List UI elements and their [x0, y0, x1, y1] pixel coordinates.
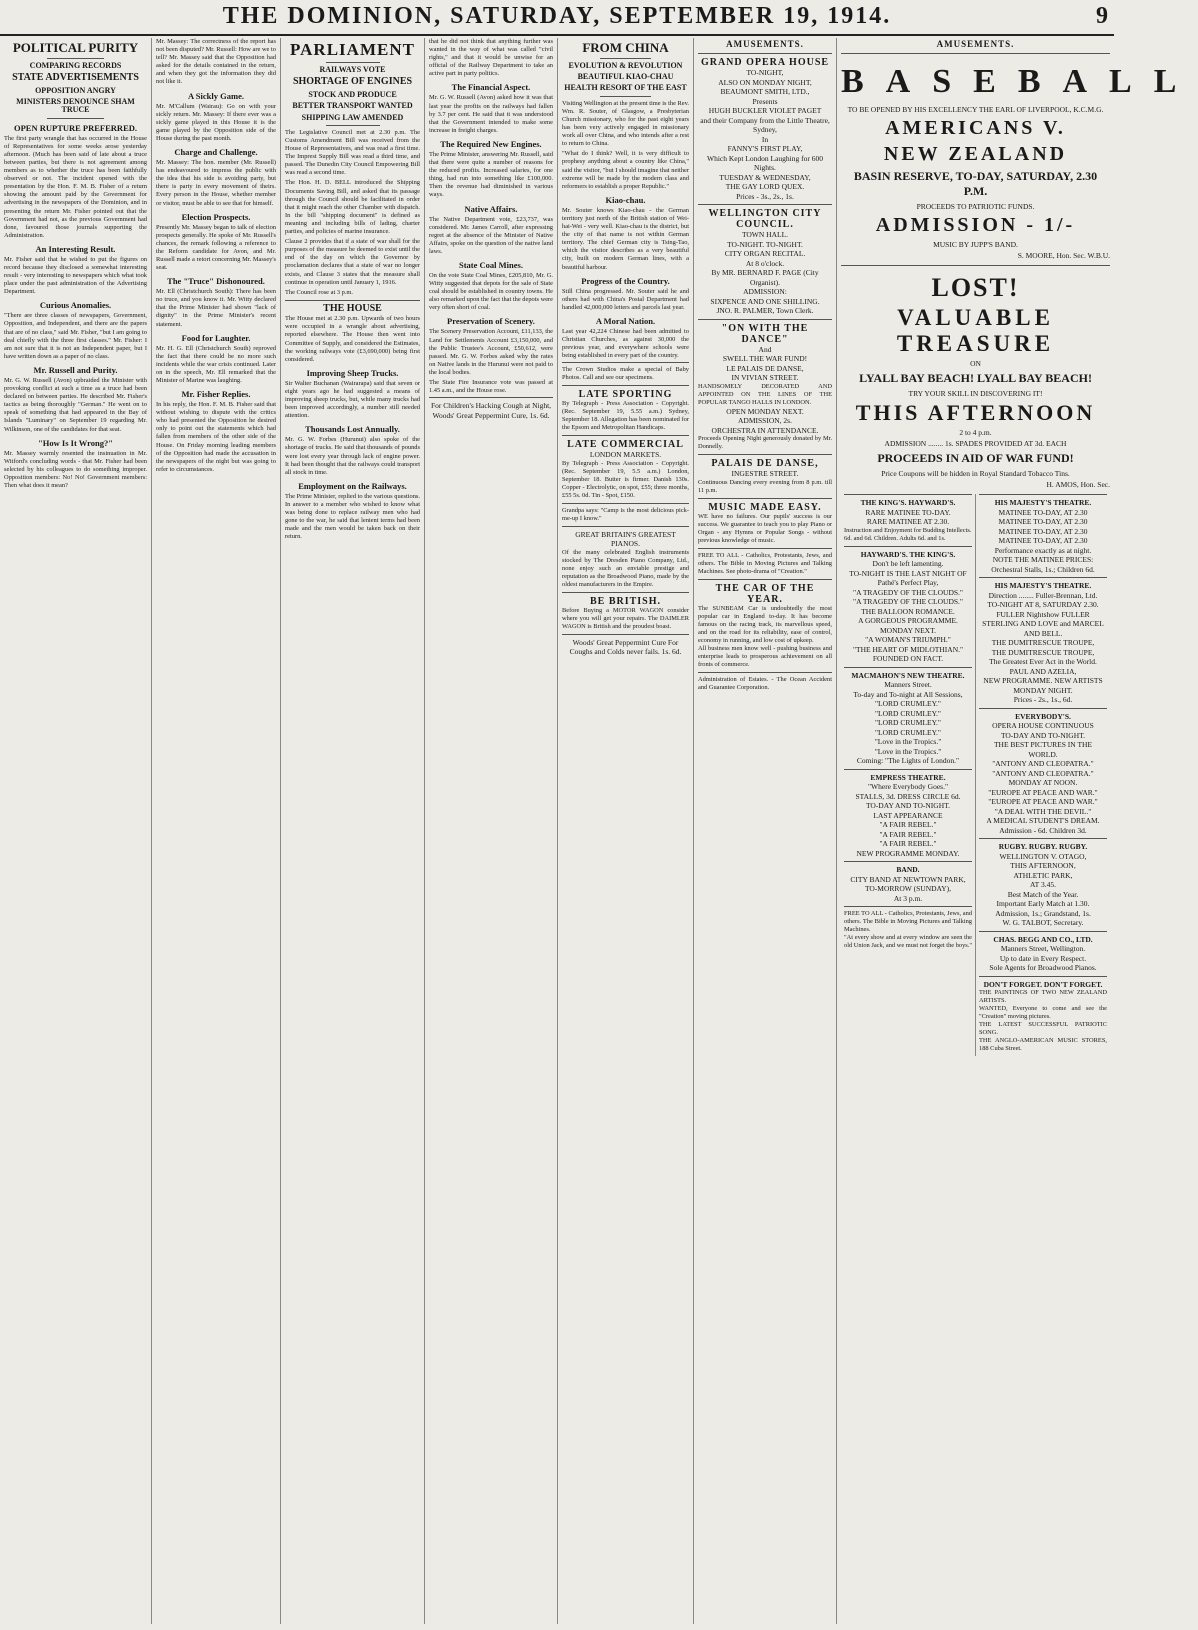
- column-from-china: [558, 38, 694, 1624]
- news-brief: By Telegraph - Press Association - Copyright. (Rec. September 19, 5.55 a.m.) Sydney, September 18. Allegation has been nominated for the Epsom and Metropolitan Handicaps.: [562, 400, 689, 432]
- ad-line: ATHLETIC PARK,: [1013, 870, 1073, 880]
- ad-line: MATINEE TO-DAY, AT 2.30: [998, 526, 1088, 536]
- ad-line: Orchestral Stalls, 1s.; Children 6d.: [991, 564, 1095, 574]
- ad-line: FOUNDED ON FACT.: [872, 654, 944, 663]
- ad-text: WANTED, Everyone to come and see the "Creation" moving pictures.: [979, 1005, 1107, 1020]
- ad-line: THE DUMITRESCUE TROUPE,: [991, 638, 1095, 647]
- ad-line: "Where Everybody Goes.": [867, 782, 949, 791]
- ad-title: THE CAR OF THE YEAR.: [715, 582, 815, 605]
- page-number: 9: [1096, 3, 1108, 29]
- ad-line: At 3 p.m.: [893, 893, 923, 903]
- ad-haywards: [844, 546, 972, 667]
- ad-line: "THE HEART OF MIDLOTHIAN.": [852, 644, 964, 654]
- ad-line: "A FAIR REBEL.": [879, 829, 937, 839]
- article-paragraph: The first party wrangle that has occurred in the House of Representatives for some weeks arose yesterday afternoon. (Much has been said of late about a truce between parties, but there is not agreement among members as to whether the truce has been faithfully observed or not. The incident opened with the presentation by the Hon. F. M. B. Fisher of a return showing the amount paid by the Government for advertising in the newspapers of the Dominion, and in presenting the return Mr. Fisher pointed out that the Government had not, as the previous Government had done, favoured those journals supporting the Administration.: [4, 134, 147, 239]
- ad-line: HUGH BUCKLER VIOLET PAGET: [708, 106, 822, 115]
- ad-title: BE BRITISH.: [589, 595, 662, 607]
- ad-empress: [844, 769, 972, 862]
- advertisement: [429, 397, 553, 423]
- ad-title: CHAS. BEGG AND CO., LTD.: [993, 934, 1093, 944]
- ad-line: PROCEEDS IN AID OF WAR FUND!: [877, 451, 1074, 465]
- ad-text: Woods' Great Peppermint Cure For Coughs and Colds never fails. 1s. 6d.: [569, 637, 682, 657]
- article-paragraph: Mr. Massey: The hon. member (Mr. Russell) has endeavoured to impress the public with the idea that his side is avoiding party, but there is party in every movement of theirs. Every person in the House, whether member or visitor, must be able to see that for himself.: [156, 159, 276, 207]
- ad-line: TOWN HALL.: [741, 230, 789, 239]
- ad-line: "EUROPE AT PEACE AND WAR.": [988, 787, 1098, 797]
- ad-text: FREE TO ALL - Catholics, Protestants, Jews, and others. The Bible in Moving Pictures and Talking Machines. See photo-drama of "Creation.": [698, 551, 832, 575]
- ad-line: MATINEE TO-DAY, AT 2.30: [998, 507, 1088, 517]
- ad-line: "ANTONY AND CLEOPATRA.": [992, 768, 1094, 778]
- late-sporting: [562, 385, 689, 435]
- ad-title: MACMAHON'S NEW THEATRE.: [851, 670, 965, 680]
- ad-text: Administration of Estates. - The Ocean Accident and Guarantee Corporation.: [698, 675, 832, 691]
- ad-line: ORCHESTRA IN ATTENDANCE.: [711, 425, 819, 435]
- ad-line: Manners Street, Wellington.: [1000, 944, 1086, 953]
- ad-line: "LORD CRUMLEY.": [875, 699, 941, 708]
- ad-line: "Love in the Tropics.": [874, 746, 942, 756]
- ad-line: IN VIVIAN STREET.: [731, 373, 799, 382]
- ad-line: Don't be left lamenting.: [872, 559, 944, 568]
- article-paragraph: Still China progressed. Mr. Souter said he and others had with China's Postal Department had handled 42,000,000 letters and parcels last year.: [562, 287, 689, 311]
- divider: [47, 118, 104, 119]
- ad-line: Up to date in Every Respect.: [999, 953, 1087, 963]
- ad-his-majestys-nightshow: [979, 577, 1107, 708]
- ad-line: A MEDICAL STUDENT'S DREAM.: [986, 816, 1100, 825]
- ad-text: Grandpa says: "Camp is the most delicious pick-me-up I know.": [562, 506, 689, 522]
- ad-title: RUGBY. RUGBY. RUGBY.: [998, 842, 1088, 851]
- subheading: An Interesting Result.: [35, 243, 116, 254]
- ad-line: "LORD CRUMLEY.": [875, 718, 941, 727]
- subheading: Thousands Lost Annually.: [305, 424, 400, 435]
- section-heading: LATE SPORTING: [578, 389, 673, 401]
- article-paragraph: The Scenery Preservation Account, £11,133, the Land for Settlements Account £3,150,000, and the Public Trustee's Account, £50,612, were passed. Mr. G. W. Forbes asked why the rates on Native lands in the Hurunui were not paid to the local bodies.: [429, 328, 553, 376]
- ad-line: NEW PROGRAMME. NEW ARTISTS: [983, 676, 1103, 685]
- advertisement: [562, 503, 689, 526]
- ad-line: A GORGEOUS PROGRAMME.: [858, 616, 958, 625]
- ad-line: 6d. and 6d. Children. Adults 6d. and 1s.: [844, 534, 946, 542]
- subheading: Curious Anomalies.: [39, 300, 112, 311]
- ad-title: PALAIS DE DANSE,: [711, 458, 819, 469]
- ad-line: STALLS, 3d. DRESS CIRCLE 6d.: [855, 791, 961, 801]
- ad-line: JNO. R. PALMER, Town Clerk.: [716, 306, 814, 315]
- ad-line: ON: [970, 359, 981, 368]
- ad-line: Pathé's Perfect Play,: [877, 578, 939, 587]
- ad-line: Best Match of the Year.: [1007, 889, 1079, 899]
- ad-line: "EUROPE AT PEACE AND WAR.": [988, 797, 1098, 806]
- ad-line: Prices - 3s., 2s., 1s.: [736, 191, 794, 201]
- ad-line: STERLING AND LOVE and MARCEL AND BELL.: [982, 619, 1104, 638]
- ad-line: ALSO ON MONDAY NIGHT,: [718, 77, 812, 87]
- ad-line: WELLINGTON V. OTAGO,: [999, 851, 1087, 861]
- deck: OPPOSITION ANGRY: [35, 85, 116, 95]
- ad-line: Direction ........ Fuller-Brennan, Ltd.: [988, 590, 1098, 600]
- ad-line: Admission - 6d. Children 3d.: [999, 825, 1087, 835]
- deck: STATE ADVERTISEMENTS: [12, 72, 139, 84]
- article-paragraph: The Prime Minister, answering Mr. Russell, said that there were quite a number of reasons for the reduced profits. Increased salaries, for one thing, had run into something like £100,000. Then the revenue had diminished in various ways.: [429, 150, 553, 199]
- ad-line: THIS AFTERNOON,: [1010, 861, 1076, 870]
- subheading: Improving Sheep Trucks.: [306, 367, 399, 378]
- ad-text: FREE TO ALL - Catholics, Protestants, Jews, and others. The Bible in Moving Pictures and Talking Machines.: [844, 910, 972, 933]
- article-paragraph: The Council rose at 3 p.m.: [285, 288, 353, 296]
- ad-estates: [698, 672, 832, 695]
- ad-line: PAUL AND AZELIA,: [1009, 666, 1077, 676]
- ad-text: THE LATEST SUCCESSFUL PATRIOTIC SONG.: [979, 1021, 1107, 1036]
- deck: RAILWAYS VOTE: [319, 64, 386, 74]
- article-paragraph: Visiting Wellington at the present time is the Rev. Wm. R. Souter, of Glasgow, a Presbyterian Church missionary, who for the past eight years has been very actively engaged in missionary work all over China, and who intends after a rest to return to China.: [562, 99, 689, 148]
- divider: [285, 300, 420, 301]
- ad-text: THE ANGLO-AMERICAN MUSIC STORES, 188 Cuba Street.: [979, 1037, 1107, 1052]
- ad-title: EVERYBODY'S.: [1015, 711, 1071, 721]
- column-political-purity: [0, 38, 152, 1624]
- article-paragraph: Mr. G. W. Russell (Avon) upbraided the Minister with provoking conflict at such a time as a truce had been declared on between parties. He described Mr. Fisher's tactics as being thoroughly "German." He went on to speak of something that had appeared in the Bay of Islands "Luminary" on September 19 regarding Mr. Wilkinson, one of the candidates for that seat.: [4, 376, 147, 433]
- subheading: Native Affairs.: [464, 203, 518, 214]
- deck: SHIPPING LAW AMENDED: [301, 112, 404, 122]
- ad-line: NEW PROGRAMME MONDAY.: [856, 848, 960, 858]
- ad-line: OPEN MONDAY NEXT.: [726, 406, 804, 416]
- section-heading: AMUSEMENTS.: [726, 39, 804, 49]
- headline: POLITICAL PURITY: [12, 40, 139, 55]
- ad-line: MONDAY NEXT.: [880, 625, 936, 635]
- ad-line: CITY BAND AT NEWTOWN PARK,: [850, 874, 966, 884]
- ad-misc: [979, 976, 1107, 1057]
- article-paragraph: The Legislative Council met at 2.30 p.m. The Customs Amendment Bill was received from the House of Representatives, and was read a first time. The Imprest Supply Bill was read a third time, and passed. The Dunedin City Council Empowering Bill was read a second time.: [285, 128, 420, 177]
- ad-line: FULLER Nightshow FULLER: [996, 609, 1090, 619]
- article-paragraph: In his reply, the Hon. F. M. B. Fisher said that without wishing to dispute with the critics who had presented the Opposition he desired only to point out the statements which had fallen from members of the other side of the House. On Friday morning leading members of the Opposition had made the accusation in the newspapers of the night but was going to refer to circumstances.: [156, 401, 276, 473]
- deck: HEALTH RESORT OF THE EAST: [564, 83, 687, 93]
- ad-line: Manners Street.: [884, 680, 932, 689]
- ad-line: "LORD CRUMLEY.": [875, 727, 941, 737]
- ad-line: Continuous Dancing every evening from 8 p.m. till 11 p.m.: [698, 478, 832, 494]
- deck: BEAUTIFUL KIAO-CHAU: [577, 72, 674, 82]
- ad-baseball: [841, 53, 1198, 265]
- subheading: A Sickly Game.: [188, 90, 244, 101]
- ad-line: Price Coupons will be hidden in Royal Standard Tobacco Tins.: [881, 469, 1070, 478]
- ad-line: MONDAY AT NOON.: [1008, 778, 1078, 787]
- ad-line: LE PALAIS DE DANSE,: [726, 363, 804, 373]
- ad-line: TO-NIGHT IS THE LAST NIGHT OF: [849, 568, 967, 578]
- ad-everybodys: [979, 708, 1107, 839]
- ad-text: Before Buying a MOTOR WAGON consider where you will get your repairs. The DAIMLER WAGON is British and the proudest boast.: [562, 606, 689, 630]
- ad-line: "A WOMAN'S TRIUMPH.": [865, 635, 951, 644]
- subheading: Charge and Challenge.: [174, 147, 258, 158]
- subheading: State Coal Mines.: [459, 259, 523, 270]
- ad-line: THIS AFTERNOON: [855, 400, 1096, 425]
- ad-title: WELLINGTON CITY COUNCIL.: [708, 208, 822, 230]
- ad-line: THE GAY LORD QUEX.: [725, 182, 805, 191]
- headline: FROM CHINA: [582, 40, 669, 55]
- ad-line: and their Company from the Little Theatre, Sydney,: [700, 115, 830, 134]
- ad-line: Presents: [752, 96, 778, 106]
- ad-line: NEW ZEALAND: [883, 143, 1068, 165]
- ad-line: ADMISSION, 2s.: [738, 416, 792, 425]
- ad-city-council: [698, 204, 832, 319]
- subheading: Food for Laughter.: [181, 332, 251, 343]
- ad-line: TRY YOUR SKILL IN DISCOVERING IT!: [908, 389, 1043, 398]
- subheading: The Financial Aspect.: [451, 82, 531, 93]
- ad-text: The SUNBEAM Car is undoubtedly the most popular car in England to-day. It has become famous on the racing track, its marvellous speed, and on the road for its reliability, ease of control, economy in running, and low cost of upkeep.: [698, 604, 832, 644]
- column-parliament: [281, 38, 425, 1624]
- article-paragraph: Sir Walter Buchanan (Wairarapa) said that seven or eight years ago he had suggested a means of improving sheep trucks, but, while many trucks had been improved accordingly, a number still needed attention.: [285, 379, 420, 420]
- ad-line: TO BE OPENED BY HIS EXCELLENCY THE EARL OF LIVERPOOL, K.C.M.G.: [847, 105, 1104, 114]
- news-brief: By Telegraph - Press Association - Copyright. (Rec. September 19, 5.5 a.m.) London, September 18. Butter is firmer. Danish 130s. Copper - Electrolytic, on spot, £55; three months, £55 5s. 0d. Tin - Spot, £150.: [562, 459, 689, 499]
- article-paragraph: "What do I think? Well, it is very difficult to prophesy anything about a country like China," said the visitor, "but I should imagine that neither extreme will be made by the modern class and reformers to establish a proper Republic.": [562, 150, 689, 190]
- ad-line: To-day and To-night at All Sessions,: [853, 689, 963, 699]
- subheading: Election Prospects.: [181, 211, 251, 222]
- ad-subcolumn-right: [976, 494, 1110, 1056]
- ad-line: "A FAIR REBEL.": [879, 820, 937, 829]
- subheading: Preservation of Scenery.: [447, 316, 535, 327]
- ad-subcolumn-left: [841, 494, 976, 1056]
- ad-line: RARE MATINEE TO-DAY.: [865, 507, 951, 517]
- ad-line: Performance exactly as at night.: [994, 545, 1092, 555]
- ad-line: SIXPENCE AND ONE SHILLING.: [710, 296, 820, 306]
- masthead-title: THE DOMINION, SATURDAY, SEPTEMBER 19, 1914.: [222, 3, 892, 29]
- ad-line: TO-NIGHT,: [746, 68, 784, 77]
- divider: [326, 125, 380, 126]
- ad-line: TUESDAY & WEDNESDAY,: [719, 172, 811, 182]
- article-paragraph: Mr. M'Callum (Wairau): Go on with your sickly return. Mr. Massey: If there ever was a sickly game played in this House it is the game played by the Opposition side of the House during the past month.: [156, 102, 276, 142]
- ad-line: Coming: "The Lights of London.": [856, 756, 960, 765]
- article-paragraph: Mr. Massey: The correctness of the report has not been disputed? Mr. Russell: How are we to tell? Mr. Massey said that the Opposition had asked for the details contained in the return, and when they got the information they did not like it.: [156, 38, 276, 86]
- subheading: The "Truce" Dishonoured.: [167, 276, 265, 287]
- deck: EVOLUTION & REVOLUTION: [568, 60, 683, 70]
- late-commercial: [562, 435, 689, 503]
- ad-his-majestys: [979, 494, 1107, 577]
- deck: MINISTERS DENOUNCE SHAM TRUCE: [16, 96, 135, 115]
- ad-line: TO-DAY AND TO-NIGHT.: [1000, 730, 1086, 740]
- subheading: A Moral Nation.: [595, 315, 656, 326]
- ad-chas-begg: [979, 931, 1107, 976]
- ad-line: Admission, 1s.; Grandstand, 1s.: [995, 908, 1091, 918]
- ad-line: ADMISSION ........ 1s. SPADES PROVIDED AT 3d. EACH: [884, 439, 1067, 448]
- article-paragraph: Clause 2 provides that if a state of war shall for the purposes of the measure be deemed to exist until the end of the day on which the Governor by proclamation declares that a state of war no longer exists, and Clause 3 states that the measure shall continue in operation until January 1, 1916.: [285, 238, 420, 286]
- column-parliament-continued: [425, 38, 558, 1624]
- subheading: "How Is It Wrong?": [38, 437, 113, 448]
- ad-line: "A TRAGEDY OF THE CLOUDS.": [853, 587, 963, 597]
- ad-line: "A TRAGEDY OF THE CLOUDS.": [853, 597, 963, 606]
- ad-line: VALUABLE TREASURE: [896, 305, 1055, 356]
- ad-text: WE have no failures. Our pupils' success is our success. We guarantee to teach you to play Piano or Organ - any Hymns or Popular Songs - without previous knowledge of music.: [698, 512, 832, 544]
- ad-line: By MR. BERNARD F. PAGE (City Organist).: [711, 268, 819, 287]
- ad-title: GREAT BRITAIN'S GREATEST PIANOS.: [575, 529, 676, 549]
- ad-line: MATINEE TO-DAY, AT 2.30: [998, 517, 1088, 526]
- divider: [47, 58, 104, 59]
- section-heading: THE HOUSE: [323, 302, 382, 314]
- ad-palais-ingestre: [698, 454, 832, 498]
- article-paragraph: The House met at 2.30 p.m. Upwards of two hours were occupied in a wrangle about advertising, reported elsewhere. The House then went into Committee of Supply, and considered the Estimates, the working railways vote (£3,690,000) being first considered.: [285, 315, 420, 363]
- subheading: Employment on the Railways.: [298, 480, 407, 491]
- ad-palais-de-danse: [698, 319, 832, 455]
- ad-text: All business men know well - pushing business and enterprise leads to prosperous achievement on all fronts of commerce.: [698, 644, 832, 668]
- ad-title: HAYWARD'S. THE KING'S.: [860, 549, 956, 559]
- ad-line: 2 to 4 p.m.: [959, 428, 992, 437]
- section-heading: LATE COMMERCIAL: [567, 439, 684, 451]
- ad-lost-treasure: [841, 265, 1110, 494]
- ad-line: PROCEEDS TO PATRIOTIC FUNDS.: [916, 202, 1035, 211]
- advertisement: [562, 526, 689, 592]
- divider: [600, 96, 651, 97]
- ad-line: AMERICANS V.: [885, 117, 1066, 139]
- advertisement: [562, 362, 689, 385]
- ad-title: DON'T FORGET. DON'T FORGET.: [983, 979, 1103, 989]
- ad-rugby: [979, 838, 1107, 931]
- ad-line: ADMISSION:: [743, 287, 787, 296]
- ad-line: Proceeds Opening Night generously donated by Mr. Donnelly.: [698, 435, 832, 450]
- divider: [600, 58, 651, 59]
- ad-line: At 8 o'clock.: [745, 258, 785, 268]
- article-paragraph: Mr. Ell (Christchurch South): There has been no truce, and you know it. Mr. Witty declared that the Prime Minister had shown "lack of dignity" in the Prime Minister's recent statement.: [156, 288, 276, 328]
- ad-line: In: [761, 134, 769, 144]
- ad-line: SWELL THE WAR FUND!: [722, 354, 808, 363]
- ad-line: MATINEE TO-DAY, AT 2.30: [998, 536, 1088, 545]
- ad-title: THE KING'S. HAYWARD'S.: [860, 498, 956, 507]
- ad-line: LAST APPEARANCE: [873, 810, 943, 820]
- ad-title: "ON WITH THE DANCE": [721, 322, 809, 345]
- divider: [326, 62, 380, 63]
- article-paragraph: Presently Mr. Massey began to talk of election prospects generally. He spoke of Mr. Russell's chances, the remark following a reference to the Reform candidate for Avon, and Mr. Russell made a retort concerning Mr. Massey's seat.: [156, 223, 276, 272]
- ad-line: And: [758, 344, 772, 354]
- ad-line: ADMISSION - 1/-: [875, 214, 1076, 236]
- ad-text: For Children's Hacking Cough at Night, Woods' Great Peppermint Cure, 1s. 6d.: [430, 401, 552, 420]
- masthead: [0, 0, 1114, 36]
- ad-grand-opera-house: [698, 53, 832, 204]
- ad-line: Instruction and Enjoyment for Budding Intellects.: [844, 526, 972, 534]
- ad-line: CITY ORGAN RECITAL.: [724, 249, 806, 258]
- column-amusements-wide: [837, 38, 1198, 1624]
- ad-title: BAND.: [896, 865, 920, 874]
- section-heading: AMUSEMENTS.: [936, 39, 1015, 49]
- ad-macmahons: [844, 667, 972, 769]
- ad-title: EMPRESS THEATRE.: [870, 772, 946, 782]
- ad-line: MUSIC BY JUPP'S BAND.: [933, 240, 1018, 249]
- ad-line: "LORD CRUMLEY.": [875, 708, 941, 718]
- ad-lines: [698, 68, 832, 201]
- subheading: Kiao-chau.: [605, 194, 646, 205]
- article-paragraph: Mr. Fisher said that he wished to put the figures on record because they disclosed a somewhat interesting result - very interesting to newspapers which what took place under the past administration of the Advertising Department.: [4, 255, 147, 296]
- ad-line: Important Early Match at 1.30.: [996, 899, 1090, 908]
- article-paragraph: The Native Department vote, £23,737, was considered. Mr. James Carroll, after expressing regret at the absence of the Minister of Native Affairs, spoke on the question of the native land laws.: [429, 215, 553, 255]
- ad-line: TO-NIGHT. TO-NIGHT.: [727, 239, 803, 249]
- ad-two-column-block: [841, 494, 1110, 1056]
- ad-line: TO-DAY AND TO-NIGHT.: [865, 801, 951, 810]
- article-paragraph: Last year 42,224 Chinese had been admitted to Christian Churches, as against 30,000 the previous year, and everywhere schools were being established in every part of the country.: [562, 327, 689, 360]
- deck: STOCK AND PRODUCE: [308, 89, 397, 99]
- ad-line: W. G. TALBOT, Secretary.: [1002, 918, 1084, 927]
- ad-music: [698, 498, 832, 548]
- ad-title: HIS MAJESTY'S THEATRE.: [994, 581, 1092, 590]
- ad-title: MUSIC MADE EASY.: [708, 501, 822, 513]
- ad-band: [844, 861, 972, 906]
- ad-line: THE BALLOON ROMANCE.: [861, 606, 955, 616]
- subheading: Mr. Fisher Replies.: [181, 389, 251, 400]
- deck: SHORTAGE OF ENGINES: [292, 76, 413, 88]
- ad-line: OPERA HOUSE CONTINUOUS: [992, 721, 1094, 730]
- advertisement: [562, 634, 689, 660]
- ad-signature: S. MOORE, Hon. Sec. W.B.U.: [1017, 251, 1110, 260]
- ad-line: RARE MATINEE AT 2.30.: [866, 517, 950, 526]
- ad-title: GRAND OPERA HOUSE: [700, 57, 830, 68]
- article-paragraph: The Hon. H. D. BELL introduced the Shipping Documents Saving Bill, and asked that its passage through the Council should be facilitated in order that it might reach the other Chamber with dispatch. In the bill "shipping document" is defined as meaning and including bills of lading, charter parties, and policies of marine insurance.: [285, 179, 420, 236]
- ad-line: LYALL BAY BEACH! LYALL BAY BEACH!: [859, 371, 1092, 385]
- ad-title: HIS MAJESTY'S THEATRE.: [994, 498, 1092, 507]
- ad-line: Which Kept London Laughing for 600 Nights.: [706, 153, 823, 172]
- ad-line: MONDAY NIGHT.: [1013, 685, 1073, 695]
- ad-line: "A FAIR REBEL.": [879, 839, 937, 848]
- article-paragraph: The State Fire Insurance vote was passed at 1.45 a.m., and the House rose.: [429, 379, 553, 395]
- ad-line: BEAUMONT SMITH, LTD.,: [720, 87, 810, 96]
- ad-line: AT 3.45.: [1030, 880, 1056, 889]
- ad-sunbeam-car: [698, 579, 832, 672]
- article-paragraph: that he did not think that anything further was wanted in the way of what was called "civil rights," and that it would be unwise for an official of the Railway Department to take an active part in party politics.: [429, 38, 553, 78]
- ad-text: "At every show and at every window are seen the old Union Jack, and we must not forget the boys.": [844, 934, 972, 949]
- ad-line: NOTE THE MATINEE PRICES:: [992, 555, 1094, 564]
- advertisement: [562, 592, 689, 634]
- ad-line: INGESTRE STREET.: [731, 469, 799, 478]
- ad-line: Sole Agents for Broadwood Pianos.: [989, 963, 1097, 972]
- ad-line: THE BEST PICTURES IN THE WORLD.: [993, 740, 1093, 759]
- ad-title: BASEBALL: [841, 63, 1198, 100]
- subheading: Mr. Russell and Purity.: [33, 364, 118, 375]
- ad-line: TO-NIGHT AT 8, SATURDAY 2.30.: [987, 600, 1099, 609]
- subheading: The Required New Engines.: [440, 138, 542, 149]
- article-paragraph: Mr. Souter knows Kiao-chau - the German territory just north of the British station of Wei-hai-Wei - very well. Kiao-chau is the district, but the city of that name is not within German territory. The chief German city is Tsing-Tao, which the visitor describes as a very beautiful city, built on modern German lines, with a beautiful harbour.: [562, 206, 689, 271]
- ad-line: Prices - 2s., 1s., 6d.: [1013, 695, 1073, 704]
- ad-kings: [844, 494, 972, 546]
- headline: PARLIAMENT: [290, 40, 415, 59]
- subheading: LONDON MARKETS.: [589, 450, 662, 460]
- article-paragraph: Mr. G. W. Russell (Avon) asked how it was that last year the profits on the railways had fallen by 3.7 per cent. He said that it was understood that the Government intended to make some increase in freight charges.: [429, 94, 553, 134]
- ad-text: The Crown Studios make a special of Baby Photos. Call and see our specimens.: [562, 366, 689, 382]
- ad-line: "Love in the Tropics.": [874, 737, 942, 746]
- ad-text: Of the many celebrated English instruments stocked by The Dresden Piano Company, Ltd., none enjoy such an enviable prestige and reputation as the Broadwood Piano, made by the oldest manufacturers in the Empire.: [562, 548, 689, 588]
- deck: COMPARING RECORDS: [29, 60, 122, 70]
- ad-free-bible: [844, 906, 972, 953]
- ad-line: "A DEAL WITH THE DEVIL.": [994, 806, 1092, 816]
- subheading: Progress of the Country.: [581, 275, 670, 286]
- column-political-continued: [152, 38, 281, 1624]
- ad-line: "ANTONY AND CLEOPATRA.": [992, 759, 1094, 768]
- ad-line: FANNY'S FIRST PLAY,: [727, 144, 803, 153]
- article-paragraph: The Prime Minister, replied to the various questions. In answer to a member who wished to know what was being done to replace railway men who had gone to the war, he said that lenient terms had been made and the men would be taken back on their return.: [285, 492, 420, 541]
- column-amusements: [694, 38, 837, 1624]
- article-paragraph: On the vote State Coal Mines, £205,810, Mr. G. Witty suggested that depots for the sale of State coal should be established in country towns. He also remarked upon the fact that the depots were very often short of coal.: [429, 271, 553, 312]
- article-paragraph: Mr. G. W. Forbes (Hurunui) also spoke of the shortage of trucks. He said that thousands of pounds were lost every year through lack of engine power. It had been thought that the railways could transport all stock in time.: [285, 436, 420, 476]
- article-paragraph: Mr. H. G. Ell (Christchurch South) reproved the fact that there could be no more such incidents while the war crisis continued. Later on in the speech, Mr. Ell remarked that the Minister of Marine was laughing.: [156, 344, 276, 384]
- ad-line: TO-MORROW (SUNDAY),: [864, 884, 952, 893]
- ad-line: HANDSOMELY DECORATED AND APPOINTED ON THE LINES OF THE POPULAR TANGO HALLS IN LONDON.: [698, 382, 832, 406]
- deck: BETTER TRANSPORT WANTED: [292, 101, 413, 111]
- article-paragraph: Mr. Massey warmly resented the insinuation in Mr. Witford's concluding words - that Mr. Fisher had been selected by his colleagues to do something improper. Opposition members: No! No! Government members: Then what does it mean?: [4, 449, 147, 489]
- ad-free-bible: [698, 548, 832, 579]
- ad-line: BASIN RESERVE, TO-DAY, SATURDAY, 2.30 P.M.: [853, 169, 1098, 198]
- ad-text: THE PAINTINGS OF TWO NEW ZEALAND ARTISTS.: [979, 989, 1107, 1004]
- article-paragraph: "There are three classes of newspapers, Government, Opposition, and Independent, and there are the papers that are of no class," said Mr. Fisher, "but I am going to deal chiefly with the three first classes." Mr. Fisher: I am not sure that it is not an Independent paper, but I have written down as a paper of no class.: [4, 312, 147, 360]
- ad-signature: H. AMOS, Hon. Sec.: [1046, 480, 1110, 489]
- ad-line: The Greatest Ever Act in the World.: [989, 657, 1097, 666]
- deck: OPEN RUPTURE PREFERRED.: [13, 122, 138, 133]
- ad-line: THE DUMITRESCUE TROUPE,: [991, 647, 1095, 657]
- ad-title: LOST!: [931, 273, 1020, 302]
